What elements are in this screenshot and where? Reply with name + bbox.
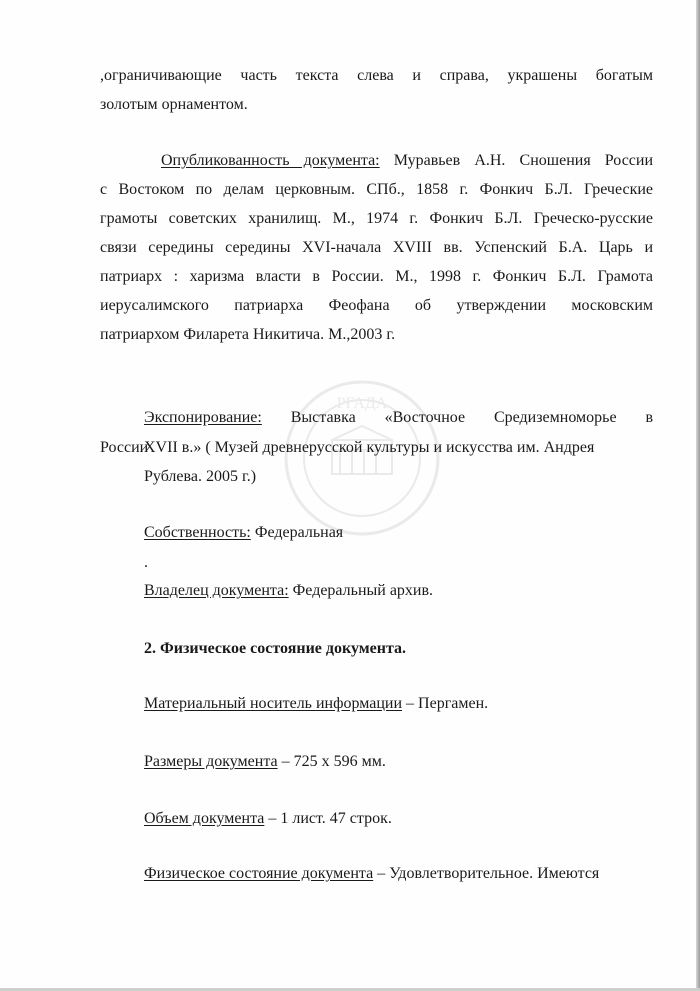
publication-line: с Востоком по делам церковным. СПб., 1858 г. Фонкич Б.Л. Греческие	[100, 181, 653, 198]
archive-stamp-watermark	[282, 378, 442, 538]
owner-label: Владелец документа:	[144, 582, 289, 599]
ownership-line	[144, 523, 343, 543]
dimensions-value: – 725 х 596 мм.	[281, 753, 386, 770]
publication-line: связи середины середины XVI-начала XVIII вв. Успенский Б.А. Царь и	[100, 239, 653, 256]
volume-value: – 1 лист. 47 строк.	[268, 810, 392, 827]
publication-line: патриарх : харизма власти в России. М., 1998 г. Фонкич Б.Л. Грамота	[100, 268, 653, 285]
exhibition-label: Экспонирование:	[144, 409, 262, 426]
exhibition-text: Выставка «Восточное Средиземноморье в	[290, 409, 653, 426]
material-label: Материальный носитель информации	[144, 695, 403, 712]
exhibition-overlap-prefix: России	[100, 439, 149, 456]
material-value: – Пергамен.	[406, 695, 489, 712]
publication-first-line	[161, 151, 653, 171]
dimensions-label: Размеры документа	[144, 753, 278, 770]
publication-line: иерусалимского патриарха Феофана об утверждении московским	[100, 297, 653, 314]
condition-line	[144, 864, 599, 884]
section-heading: 2. Физическое состояние документа.	[144, 640, 407, 657]
stray-mark: .	[144, 554, 148, 571]
scan-edge-right	[696, 0, 700, 991]
exhibition-second-line	[144, 438, 594, 458]
exhibition-first-line	[144, 408, 653, 428]
ownership-label: Собственность:	[144, 524, 251, 541]
publication-text: Муравьев А.Н. Сношения России	[393, 152, 654, 169]
ownership-value: Федеральная	[254, 524, 344, 541]
exhibition-line: Рублева. 2005 г.)	[144, 468, 257, 485]
condition-label: Физическое состояние документа	[144, 865, 374, 882]
exhibition-century: XVII в.»	[144, 439, 202, 456]
svg-text:РГАДА: РГАДА	[336, 395, 388, 412]
exhibition-museum: ( Музей древнерусской культуры и искусства им. Андрея	[205, 439, 595, 456]
publication-label: Опубликованность документа:	[161, 152, 380, 169]
publication-line: патриархом Филарета Никитича. М.,2003 г.	[100, 326, 396, 343]
owner-value: Федеральный архив.	[292, 582, 434, 599]
material-line	[144, 694, 488, 714]
paragraph-line: ,ограничивающие часть текста слева и справа, украшены богатым	[100, 67, 653, 84]
volume-label: Объем документа	[144, 810, 265, 827]
publication-line: грамоты советских хранилищ. М., 1974 г. Фонкич Б.Л. Греческо-русские	[100, 210, 653, 227]
owner-line	[144, 581, 433, 601]
condition-value: – Удовлетворительное. Имеются	[377, 865, 600, 882]
volume-line	[144, 809, 392, 829]
dimensions-line	[144, 752, 386, 772]
paragraph-line: золотым орнаментом.	[100, 96, 248, 113]
